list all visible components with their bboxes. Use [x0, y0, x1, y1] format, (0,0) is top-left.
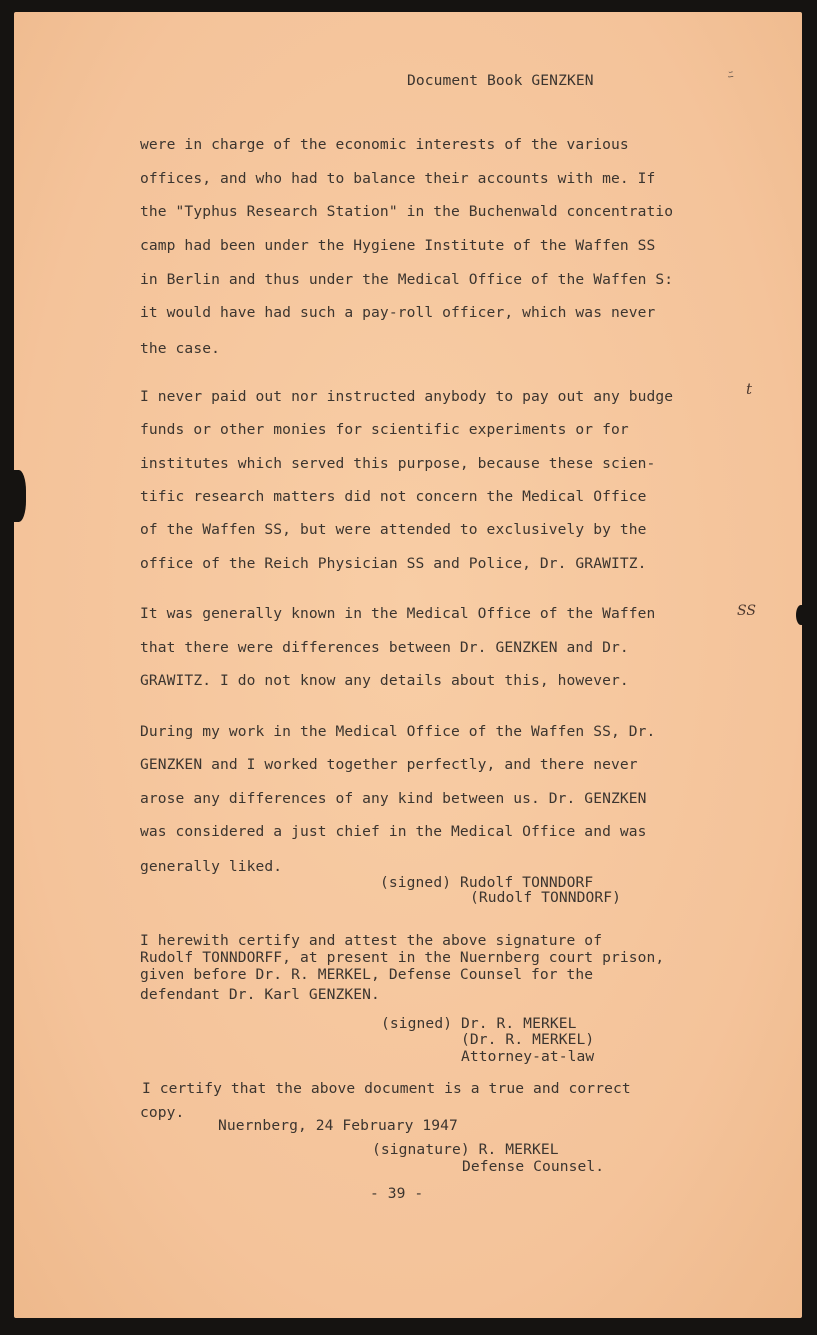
paragraph1-line: in Berlin and thus under the Medical Office of the Waffen S: — [140, 271, 674, 288]
signature1-name: (Rudolf TONNDORF) — [470, 889, 622, 906]
signature3-title: Defense Counsel. — [462, 1158, 605, 1175]
paragraph2-line: I never paid out nor instructed anybody to pay out any budge — [140, 388, 674, 405]
certification-line: Rudolf TONNDORFF, at present in the Nuernberg court prison, — [140, 949, 665, 966]
paragraph4-line: arose any differences of any kind between us. Dr. GENZKEN — [140, 790, 647, 807]
certification-line: I herewith certify and attest the above signature of — [140, 932, 603, 949]
paragraph4-line: During my work in the Medical Office of the Waffen SS, Dr. — [140, 723, 656, 740]
paragraph3-line: GRAWITZ. I do not know any details about this, however. — [140, 672, 629, 689]
certification-line: defendant Dr. Karl GENZKEN. — [140, 986, 380, 1003]
corner-mark: ﾆ — [728, 68, 734, 81]
paragraph2-line: tific research matters did not concern the Medical Office — [140, 488, 647, 505]
paragraph2-line: funds or other monies for scientific experiments or for — [140, 421, 629, 438]
signature2-title: Attorney-at-law — [461, 1048, 595, 1065]
paragraph4-line: was considered a just chief in the Medical Office and was — [140, 823, 647, 840]
signature2-signed: (signed) Dr. R. MERKEL — [381, 1015, 577, 1032]
page-number: - 39 - — [370, 1185, 424, 1202]
signature2-name: (Dr. R. MERKEL) — [461, 1031, 595, 1048]
torn-edge-left — [8, 470, 26, 522]
torn-edge-right — [796, 605, 806, 625]
paragraph3-line: that there were differences between Dr. GENZKEN and Dr. — [140, 639, 629, 656]
paragraph2-line: of the Waffen SS, but were attended to exclusively by the — [140, 521, 647, 538]
paragraph1-line: the case. — [140, 340, 220, 357]
copy-certification-line: copy. — [140, 1104, 185, 1121]
paragraph2-line: institutes which served this purpose, because these scien- — [140, 455, 656, 472]
paragraph4-line: GENZKEN and I worked together perfectly, and there never — [140, 756, 638, 773]
document-header: Document Book GENZKEN — [407, 72, 594, 89]
paragraph1-line: offices, and who had to balance their accounts with me. If — [140, 170, 656, 187]
paragraph2-line: office of the Reich Physician SS and Police, Dr. GRAWITZ. — [140, 555, 647, 572]
signature1-signed: (signed) Rudolf TONNDORF — [380, 874, 594, 891]
copy-certification-line: I certify that the above document is a true and correct — [142, 1080, 631, 1097]
handwritten-ss: SS — [737, 603, 756, 619]
paragraph1-line: were in charge of the economic interests of the various — [140, 136, 629, 153]
paragraph1-line: it would have had such a pay-roll officer, which was never — [140, 304, 656, 321]
signature3-signed: (signature) R. MERKEL — [372, 1141, 559, 1158]
paragraph1-line: camp had been under the Hygiene Institute of the Waffen SS — [140, 237, 656, 254]
place-date: Nuernberg, 24 February 1947 — [218, 1117, 458, 1134]
paragraph1-line: the "Typhus Research Station" in the Buchenwald concentratio — [140, 203, 674, 220]
certification-line: given before Dr. R. MERKEL, Defense Counsel for the — [140, 966, 594, 983]
handwritten-t: t — [746, 380, 753, 398]
paragraph3-line: It was generally known in the Medical Office of the Waffen — [140, 605, 656, 622]
paragraph4-line: generally liked. — [140, 858, 283, 875]
